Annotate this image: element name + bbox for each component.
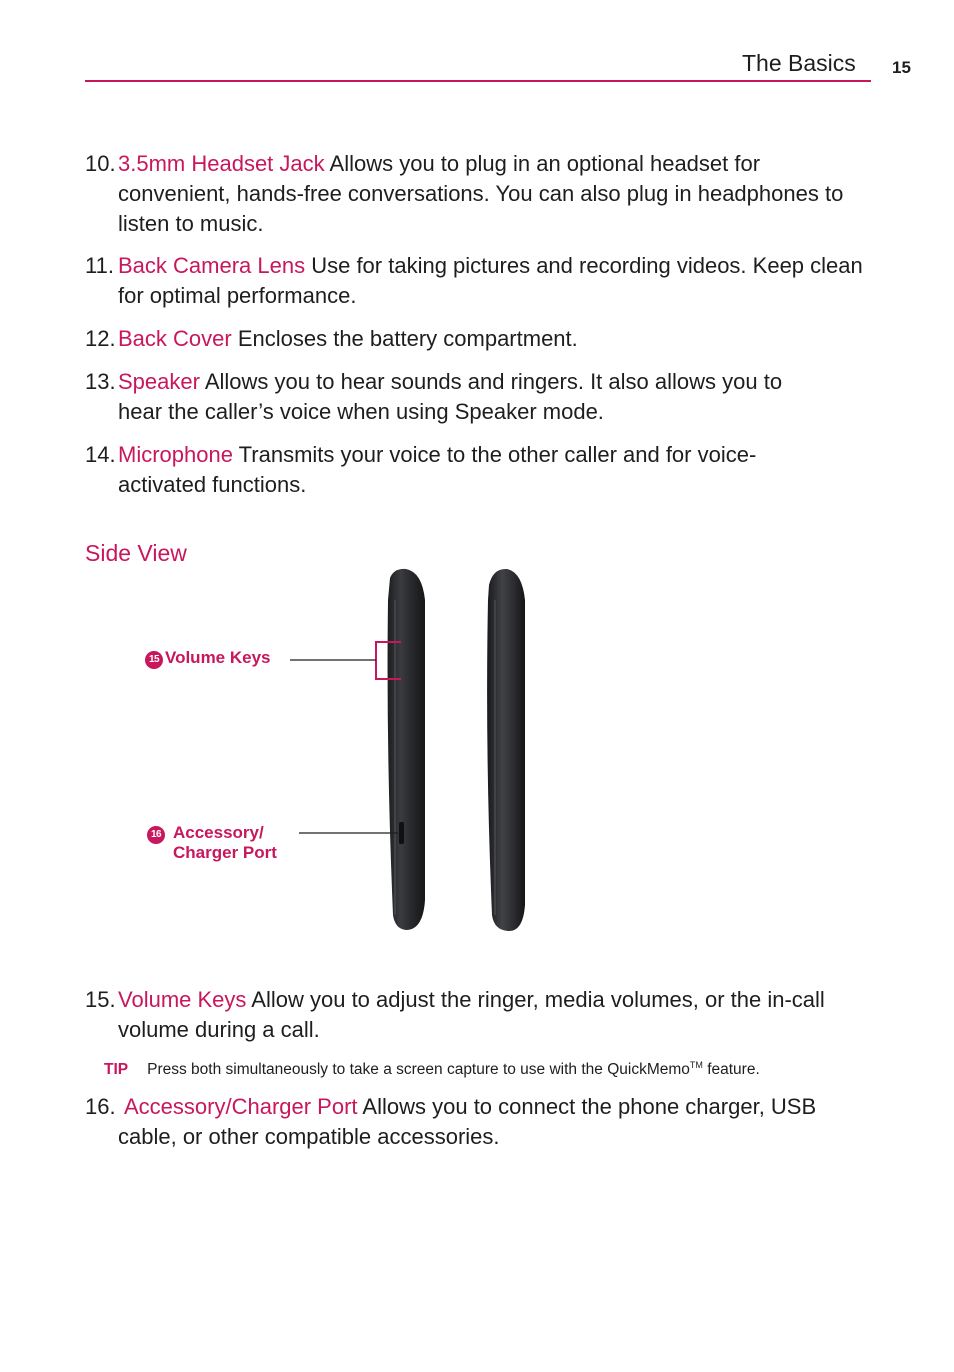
item-description: Allows you to connect the phone charger, USB cable, or other compatible accessories.	[118, 1094, 817, 1149]
item-number: 10.	[85, 151, 116, 176]
item-number: 14.	[85, 442, 116, 467]
item-term: Microphone	[118, 442, 233, 467]
callout-number-badge: 15	[145, 651, 163, 669]
item-number: 11.	[85, 253, 114, 278]
list-item-volume-keys	[85, 985, 835, 1045]
tip-note	[104, 1060, 760, 1079]
page-number: 15	[892, 58, 911, 77]
tip-text: Press both simultaneously to take a screen capture to use with the QuickMemo	[147, 1061, 690, 1079]
tip-label: TIP	[104, 1061, 129, 1079]
item-number: 16.	[85, 1094, 122, 1119]
charger-port-callout	[173, 823, 277, 863]
item-term: Volume Keys	[118, 987, 247, 1012]
item-number: 12.	[85, 326, 116, 351]
item-number: 15.	[85, 987, 116, 1012]
side-view-heading: Side View	[85, 540, 187, 566]
charger-port-badge-wrap	[147, 823, 165, 844]
item-description: Allows you to plug in an optional headset for convenient, hands-free conversations. You can also plug in headphones to listen to music.	[118, 151, 844, 236]
callout-label-line1: Accessory/	[173, 823, 264, 842]
item-term: Accessory/Charger Port	[124, 1094, 358, 1119]
callout-label-line2: Charger Port	[173, 843, 277, 862]
item-description: Allow you to adjust the ringer, media volumes, or the in-call volume during a call.	[118, 987, 825, 1042]
callout-label: Volume Keys	[165, 648, 271, 667]
item-term: Back Cover	[118, 326, 232, 351]
trademark-superscript: TM	[689, 1060, 703, 1070]
item-number: 13.	[85, 369, 116, 394]
tip-text-end: feature.	[702, 1061, 760, 1079]
item-term: Speaker	[118, 369, 200, 394]
item-term: Back Camera Lens	[118, 253, 306, 278]
phone-right-side	[487, 569, 525, 931]
item-description: Allows you to hear sounds and ringers. It also allows you to hear the caller’s voice when using Speaker mode.	[118, 369, 783, 424]
list-item-accessory-charger-port	[85, 1092, 845, 1152]
callout-number-badge: 16	[147, 826, 165, 844]
volume-keys-callout	[145, 648, 271, 669]
charger-port	[399, 822, 404, 844]
page-header-title: The Basics	[742, 50, 856, 76]
item-term: 3.5mm Headset Jack	[118, 151, 325, 176]
item-description: Encloses the battery compartment.	[231, 326, 578, 351]
phone-left-side	[388, 569, 425, 930]
item-description: Transmits your voice to the other caller and for voice- activated functions.	[118, 442, 757, 497]
item-description: Use for taking pictures and recording videos. Keep clean for optimal performance.	[118, 253, 863, 308]
